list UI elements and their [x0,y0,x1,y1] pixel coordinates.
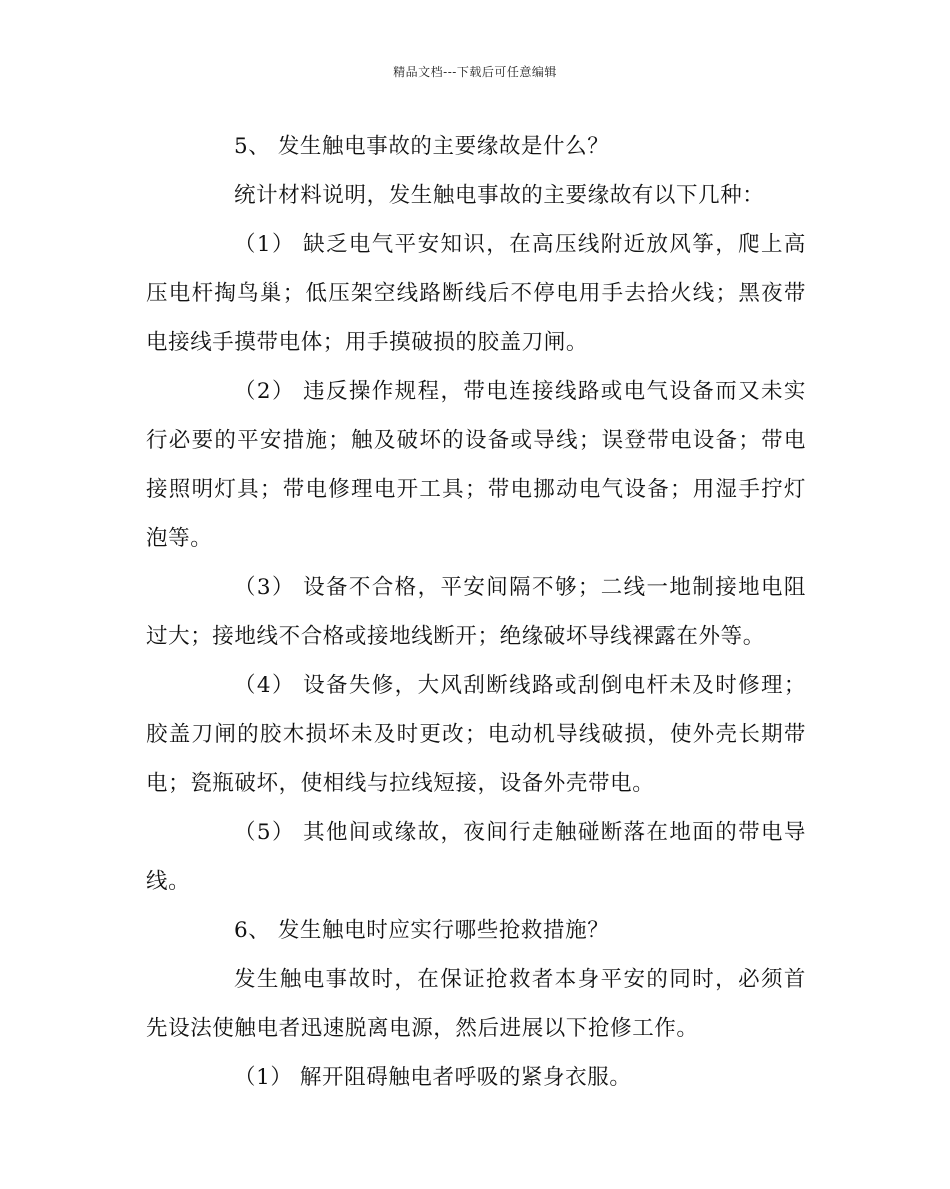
rescue-item-1: （1） 解开阻碍触电者呼吸的紧身衣服。 [234,1065,632,1090]
list-item-3: （3） 设备不合格，平安间隔不够；二线一地制接地电阻过大；接地线不合格或接地线断开；绝缘破坏导线裸露在外等。 [146,575,806,649]
list-item-5: （5） 其他间或缘故，夜间行走触碰断落在地面的带电导线。 [146,820,806,894]
document-body [146,122,806,1102]
list-item-2: （2） 违反操作规程，带电连接线路或电气设备而又未实行必要的平安措施；触及破坏的设备或导线；误登带电设备；带电接照明灯具；带电修理电开工具；带电挪动电气设备；用湿手拧灯泡等。 [146,379,806,551]
paragraph-rescue: 发生触电事故时，在保证抢救者本身平安的同时，必须首先设法使触电者迅速脱离电源，然后进展以下抢修工作。 [146,967,806,1041]
question-heading-6: 6、 发生触电时应实行哪些抢救措施？ [234,918,610,943]
question-heading-5: 5、 发生触电事故的主要缘故是什么？ [234,134,610,159]
paragraph-intro: 统计材料说明，发生触电事故的主要缘故有以下几种： [234,183,765,208]
page-header: 精品文档---下载后可任意编辑 [393,65,557,79]
list-item-1: （1） 缺乏电气平安知识，在高压线附近放风筝，爬上高压电杆掏鸟巢；低压架空线路断线后不停电用手去拾火线；黑夜带电接线手摸带电体；用手摸破损的胶盖刀闸。 [146,232,806,355]
list-item-4: （4） 设备失修，大风刮断线路或刮倒电杆未及时修理；胶盖刀闸的胶木损坏未及时更改；电动机导线破损，使外壳长期带电；瓷瓶破坏，使相线与拉线短接，设备外壳带电。 [146,673,806,796]
